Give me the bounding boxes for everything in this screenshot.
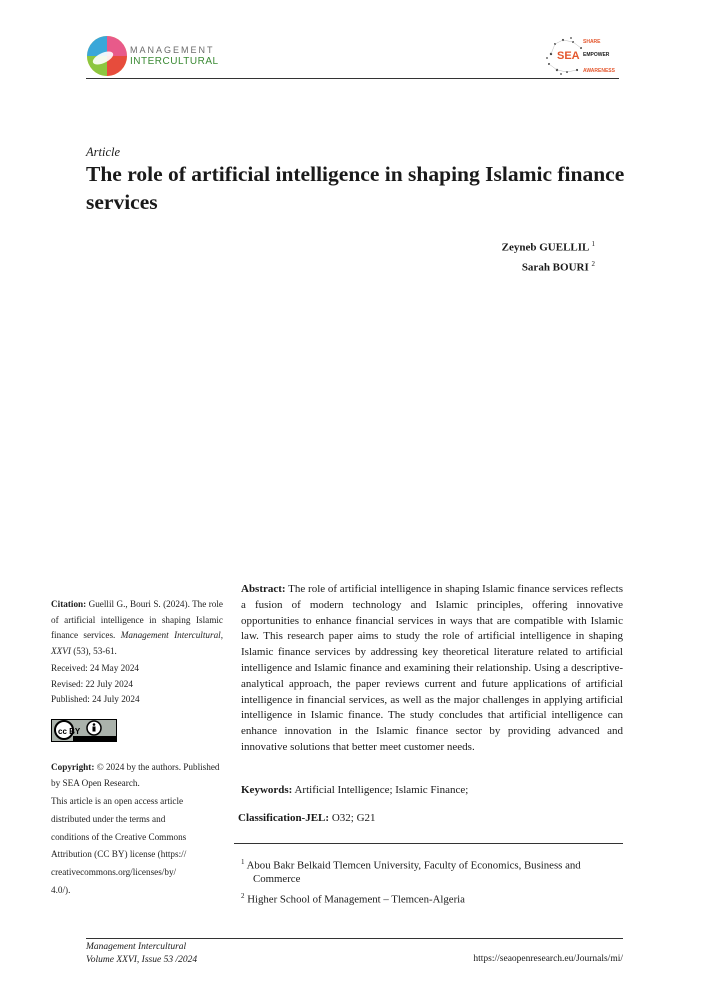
author-list bbox=[502, 236, 595, 275]
copyright-label: Copyright: bbox=[51, 762, 95, 772]
classification-label: Classification-JEL: bbox=[238, 812, 330, 824]
citation-block bbox=[51, 597, 223, 659]
author bbox=[502, 256, 595, 276]
footer-rule bbox=[86, 938, 623, 939]
classification-text: O32; G21 bbox=[331, 812, 376, 824]
keywords bbox=[241, 783, 623, 799]
footnote-mark: 1 bbox=[241, 858, 245, 866]
citation-journal: Management Intercultural, XXVI bbox=[51, 630, 224, 656]
article-title: The role of artificial intelligence in shaping Islamic finance services bbox=[86, 162, 625, 214]
author-affil-mark: 1 bbox=[591, 240, 595, 248]
author bbox=[502, 236, 595, 256]
abstract-text: The role of artificial intelligence in shaping Islamic finance services reflects a fusion of modern technology and Islamic principles, offering innovative opportunities to enhance financial services in ways that are compatible with Islamic law. This research paper aims to study the role of artificial intelligence in shaping Islamic finance services by addressing key theoretical literature related to artificial intelligence and Islamic finance and examining their relationship. Using a descriptive-analytical approach, the paper reviews current and future applications of artificial intelligence in financial services, as well as the major challenges in applying artificial intelligence in Islamic finance. The study concludes that artificial intelligence can enhance innovation in the Islamic finance sector by providing advanced and innovative solutions that better meet customer needs. bbox=[241, 583, 623, 753]
footnote-mark: 2 bbox=[241, 891, 245, 900]
keywords-label: Keywords: bbox=[241, 784, 293, 796]
footnote bbox=[241, 856, 621, 887]
cc-by-badge[interactable] bbox=[51, 719, 117, 742]
sea-logo-word-share: SHARE bbox=[583, 39, 601, 45]
published-date: Published: 24 July 2024 bbox=[51, 694, 140, 704]
received-date: Received: 24 May 2024 bbox=[51, 663, 140, 673]
citation-text: Guellil G., Bouri S. (2024). The role of artificial intelligence in shaping Islamic finance services. bbox=[51, 599, 223, 640]
footnote-rule bbox=[234, 843, 623, 844]
cc-by-icon bbox=[51, 719, 117, 742]
abstract bbox=[241, 582, 623, 756]
journal-logo-line2: INTERCULTURAL bbox=[130, 56, 219, 67]
copyright-text: © 2024 by the authors. Published by SEA Open Research. bbox=[51, 762, 220, 788]
sea-logo-center: SEA bbox=[557, 50, 580, 62]
license-text: This article is an open access article distributed under the terms and conditions of the Creative Commons Attribution (CC BY) license (https:// creativecommons.org/licenses/by/ 4.0/). bbox=[51, 796, 187, 895]
sea-network-icon bbox=[543, 34, 623, 78]
copyright-block bbox=[51, 760, 223, 791]
citation-label: Citation: bbox=[51, 599, 87, 609]
citation-tail: (53), 53-61. bbox=[73, 645, 117, 656]
author-name: Zeyneb GUELLIL bbox=[501, 241, 589, 254]
journal-logo-icon bbox=[86, 34, 130, 78]
keywords-text: Artificial Intelligence; Islamic Finance; bbox=[294, 784, 469, 796]
footnotes bbox=[241, 856, 621, 910]
cc-badge-text: cc BY bbox=[58, 727, 81, 736]
footnote-text: Higher School of Management – Tlemcen-Algeria bbox=[247, 893, 465, 906]
classification bbox=[238, 811, 620, 827]
sea-logo bbox=[543, 34, 623, 78]
footer-journal: Management Intercultural bbox=[86, 942, 187, 952]
footer-issue: Volume XXVI, Issue 53 /2024 bbox=[86, 955, 198, 965]
footer-url[interactable]: https://seaopenresearch.eu/Journals/mi/ bbox=[473, 954, 623, 964]
footnote bbox=[241, 890, 621, 907]
footer-journal-info bbox=[86, 941, 197, 967]
author-name: Sarah BOURI bbox=[521, 261, 589, 274]
abstract-label: Abstract: bbox=[241, 583, 286, 595]
sea-logo-word-awareness: AWARENESS bbox=[583, 68, 615, 74]
footnote-text: Abou Bakr Belkaid Tlemcen University, Faculty of Economics, Business and Commerce bbox=[246, 859, 581, 886]
sea-logo-word-empower: EMPOWER bbox=[583, 52, 610, 58]
header-rule bbox=[86, 78, 619, 79]
journal-logo-line1: MANAGEMENT bbox=[130, 45, 215, 55]
article-type-label: Article bbox=[86, 145, 121, 159]
dates-block bbox=[51, 661, 223, 708]
author-affil-mark: 2 bbox=[591, 259, 595, 268]
revised-date: Revised: 22 July 2024 bbox=[51, 678, 133, 689]
